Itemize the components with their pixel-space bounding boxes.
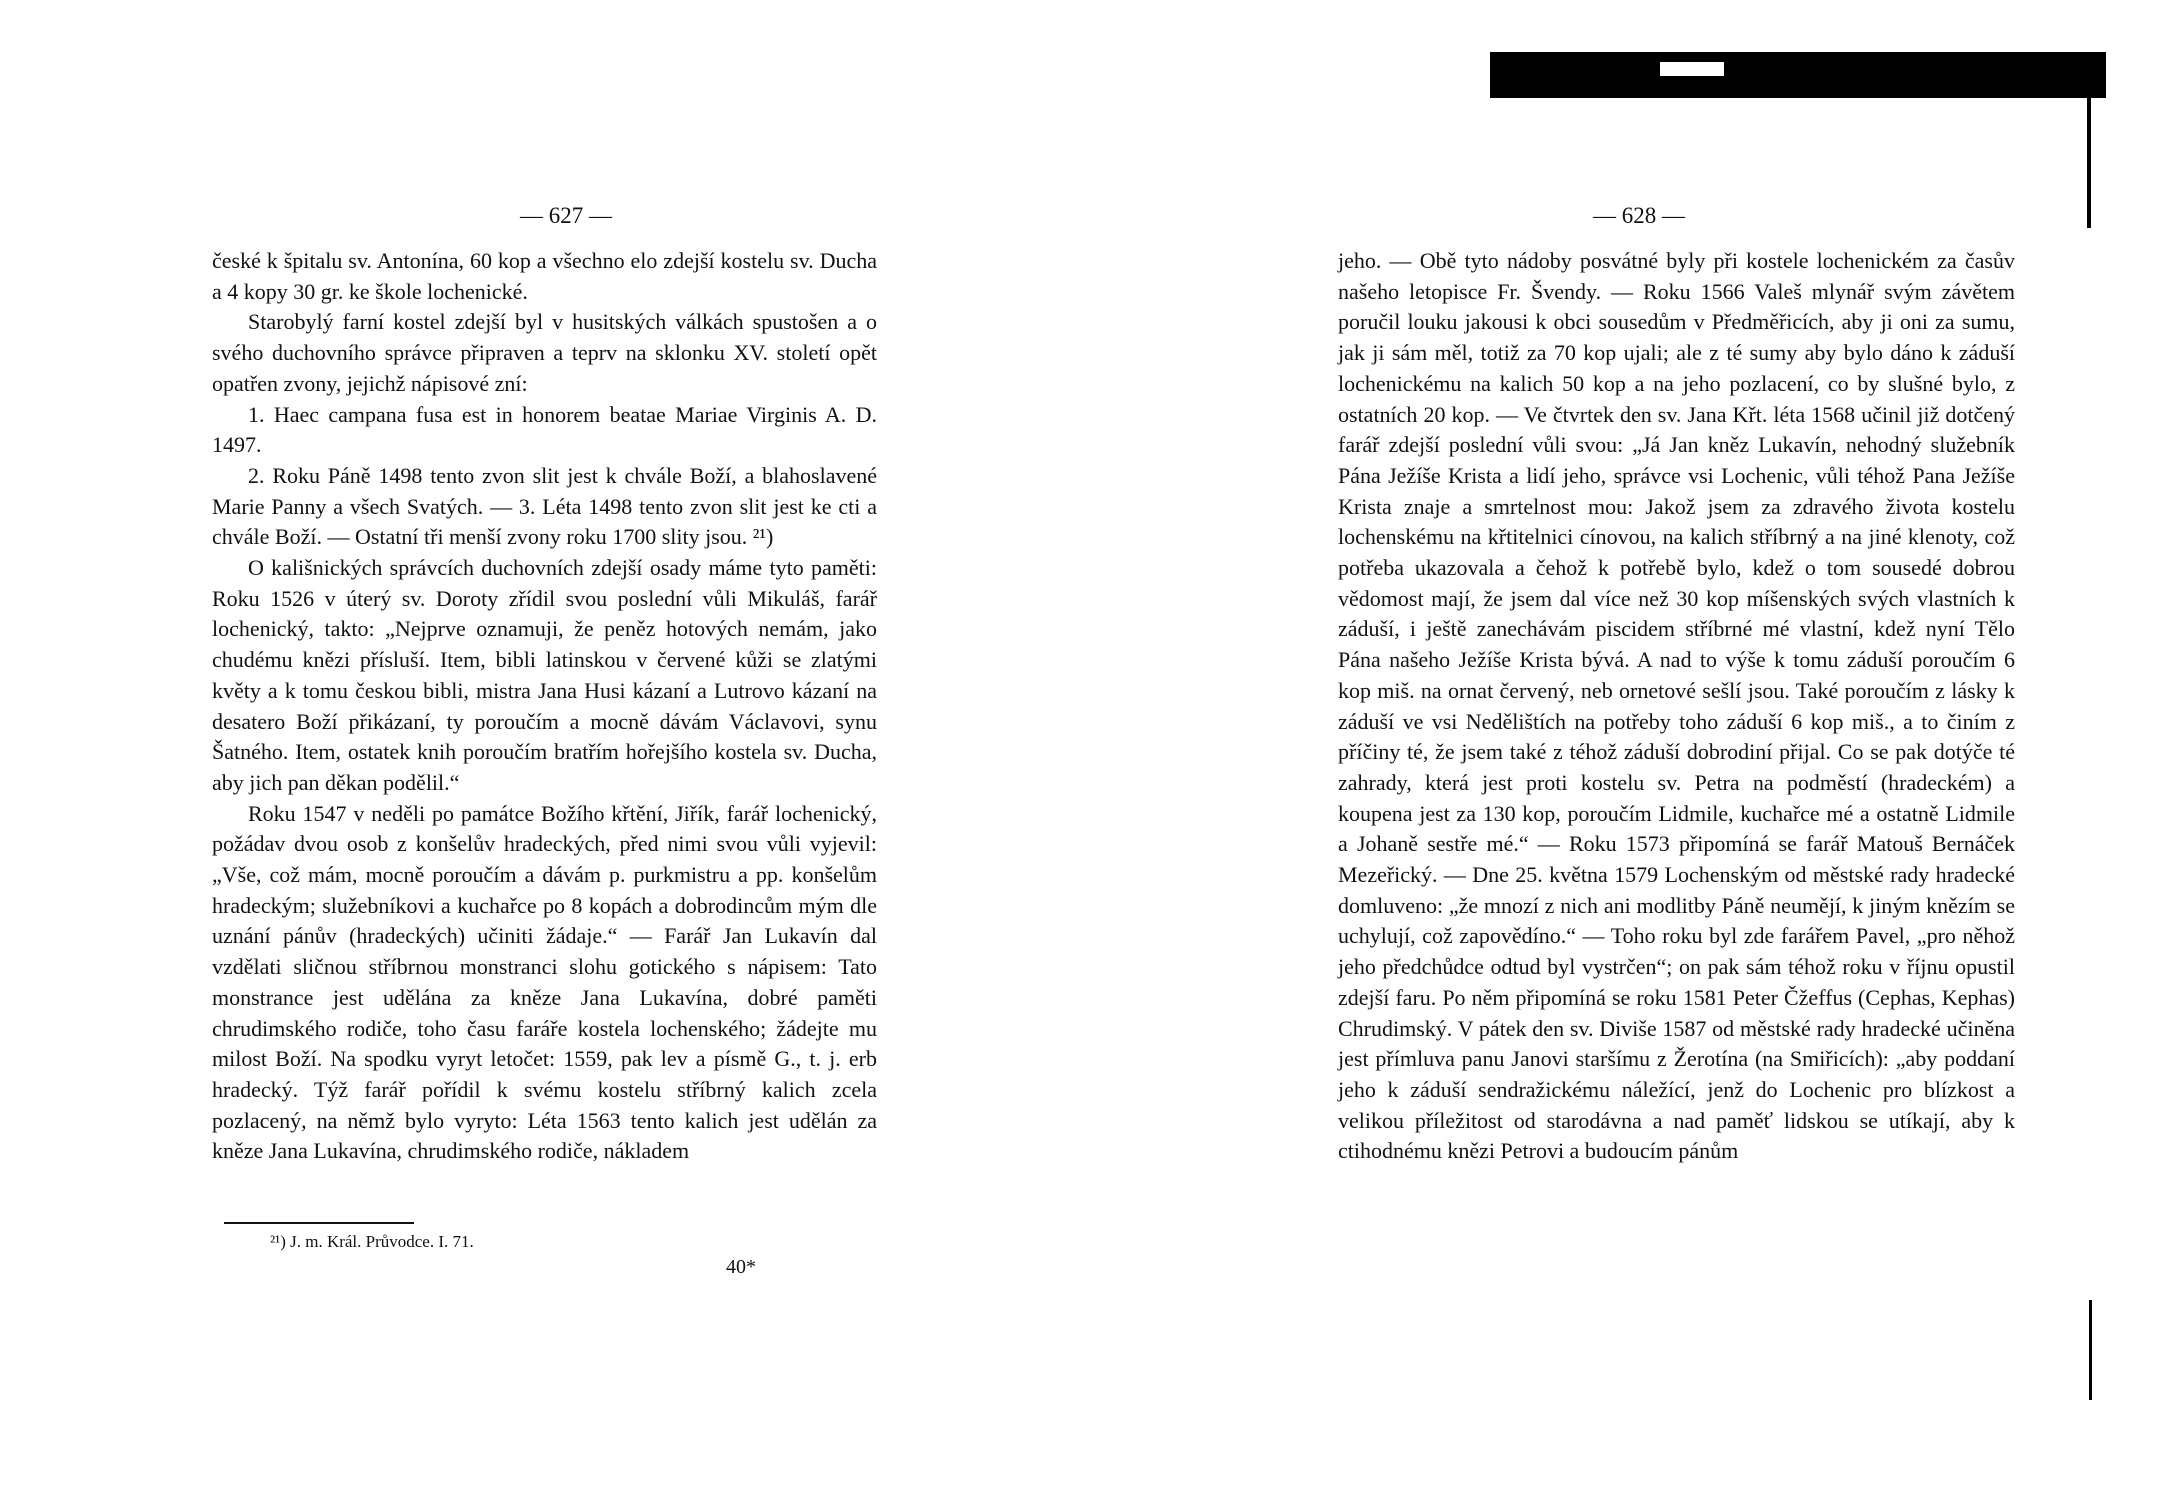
paragraph: české k špitalu sv. Antonína, 60 kop a všechno elo zdejší kostelu sv. Ducha a 4 kopy 30 gr. ke škole lochenické. xyxy=(212,248,877,304)
page-number: — 627 — xyxy=(520,203,612,228)
page-edge-mark xyxy=(2087,98,2091,228)
page-edge-mark xyxy=(2089,1300,2092,1400)
footnote-rule xyxy=(224,1222,414,1224)
paragraph: Starobylý farní kostel zdejší byl v husitských válkách spustošen a o svého duchovního správce připraven a teprv na sklonku XV. století opět opatřen zvony, jejichž nápisové zní: xyxy=(212,309,877,396)
signature-mark: 40* xyxy=(726,1256,756,1278)
paragraph: 1. Haec campana fusa est in honorem beatae Mariae Virginis A. D. 1497. xyxy=(212,401,877,458)
page-text xyxy=(1338,246,2015,1167)
paragraph: 2. Roku Páně 1498 tento zvon slit jest k chvále Boží, a blahoslavené Marie Panny a všech Svatých. — 3. Léta 1498 tento zvon slit jest ke cti a chvále Boží. — Ostatní tři menší zvony roku 1700 slity jsou. ²¹) xyxy=(212,462,877,550)
footnote: ²¹) J. m. Král. Průvodce. I. 71. xyxy=(270,1232,474,1251)
page-text xyxy=(212,246,877,1167)
scan-edge-bar xyxy=(1490,52,2106,98)
paragraph: O kališnických správcích duchovních zdejší osady máme tyto paměti: Roku 1526 v úterý sv. Doroty zřídil svou poslední vůli Mikuláš, farář lochenický, takto: „Nejprve oznamuji, že peněz hotových nemám, jako chudému knězi přísluší. Item, bibli latinskou v červené kůži se zlatými květy a k tomu českou bibli, mistra Jana Husi kázaní a Lutrovo kázaní na desatero Boží přikázaní, ty poroučím a mocně dávám Václavovi, synu Šatného. Item, ostatek knih poroučím bratřím hořejšího kostela sv. Ducha, aby jich pan děkan podělil.“ xyxy=(212,555,877,795)
scan-edge-slot xyxy=(1660,62,1724,76)
right-page xyxy=(1083,0,2166,1500)
paragraph: Roku 1547 v neděli po památce Božího křtění, Jiřík, farář lochenický, požádav dvou osob z konšelův hradeckých, před nimi svou vůli vyjevil: „Vše, což mám, mocně poroučím a dávám p. purkmistru a pp. konšelům hradeckým; služebníkovi a kuchařce po 8 kopách a dobrodincům mým dle uznání pánův (hradeckých) učiniti žádaje.“ — Farář Jan Lukavín dal vzdělati sličnou stříbrnou monstranci slohu gotického s nápisem: Tato monstrance jest udělána za kněze Jana Lukavína, dobré paměti chrudimského rodiče, toho času faráře kostela lochenského; žádejte mu milost Boží. Na spodku vyryt letočet: 1559, pak lev a písmě G., t. j. erb hradecký. Týž farář pořídil k svému kostelu stříbrný kalich zcela pozlacený, na němž bylo vyryto: Léta 1563 tento kalich jest udělán za kněze Jana Lukavína, chrudimského rodiče, nákladem xyxy=(212,800,877,1164)
page-number: — 628 — xyxy=(1593,203,1685,228)
paragraph: jeho. — Obě tyto nádoby posvátné byly při kostele lochenickém za časův našeho letopisce Fr. Švendy. — Roku 1566 Valeš mlynář svým závětem poručil louku jakousi k obci sousedům v Předměřicích, aby ji oni za sumu, jak ji sám měl, totiž za 70 kop ujali; ale z té sumy aby bylo dáno k záduší lochenickému na kalich 50 kop a na jeho pozlacení, co by slušné bylo, z ostatních 20 kop. — Ve čtvrtek den sv. Jana Křt. léta 1568 učinil již dotčený farář zdejší poslední vůli svou: „Já Jan kněz Lukavín, nehodný služebník Pána Ježíše Krista a lidí jeho, správce vsi Lochenic, vůli téhož Pana Ježíše Krista znaje a smrtelnost mou: Jakož jsem za zdravého života kostelu lochenskému na křtitelnici cínovou, na kalich stříbrný a na jiné klenoty, což potřeba ukazovala a čehož k potřebě bylo, kdež o tom sousedé dobrou vědomost mají, že jsem dal více než 30 kop míšenských svých vlastních k záduší, i ještě zanechávám piscidem stříbrné mé vlastní, kdež nyní Tělo Pána našeho Ježíše Krista bývá. A nad to výše k tomu záduší poroučím 6 kop miš. na ornat červený, neb ornetové sešlí jsou. Také poroučím z lásky k záduší ve vsi Nedělištích na potřeby toho záduší 6 kop miš., a to činím z příčiny té, že jsem také z téhož záduší dobrodiní přijal. Co se pak dotýče té zahrady, která jest proti kostelu sv. Petra na podměstí (hradeckém) a koupena jest za 130 kop, poroučím Lidmile, kuchařce mé a ostatně Lidmile a Johaně sestře mé.“ — Roku 1573 připomíná se farář Matouš Bernáček Mezeřický. — Dne 25. května 1579 Lochenským od městské rady hradecké domluveno: „že mnozí z nich ani modlitby Páně neumějí, k jiným knězím se uchylují, což zapovědíno.“ — Toho roku byl zde farářem Pavel, „pro něhož jeho předchůdce odtud byl vystrčen“; on pak sám téhož roku v říjnu opustil zdejší faru. Po něm připomíná se roku 1581 Peter Čžeffus (Cephas, Kephas) Chrudimský. V pátek den sv. Diviše 1587 od městské rady hradecké učiněna jest přímluva panu Janovi staršímu z Žerotína (na Smiřicích): „aby poddaní jeho k záduší sendražickému náležící, jenž do Lochenic pro blízkost a velikou příležitost od starodávna a nad paměť lidskou se utíkají, aby k ctihodnému knězi Petrovi a budoucím pánům xyxy=(1338,248,2015,1164)
